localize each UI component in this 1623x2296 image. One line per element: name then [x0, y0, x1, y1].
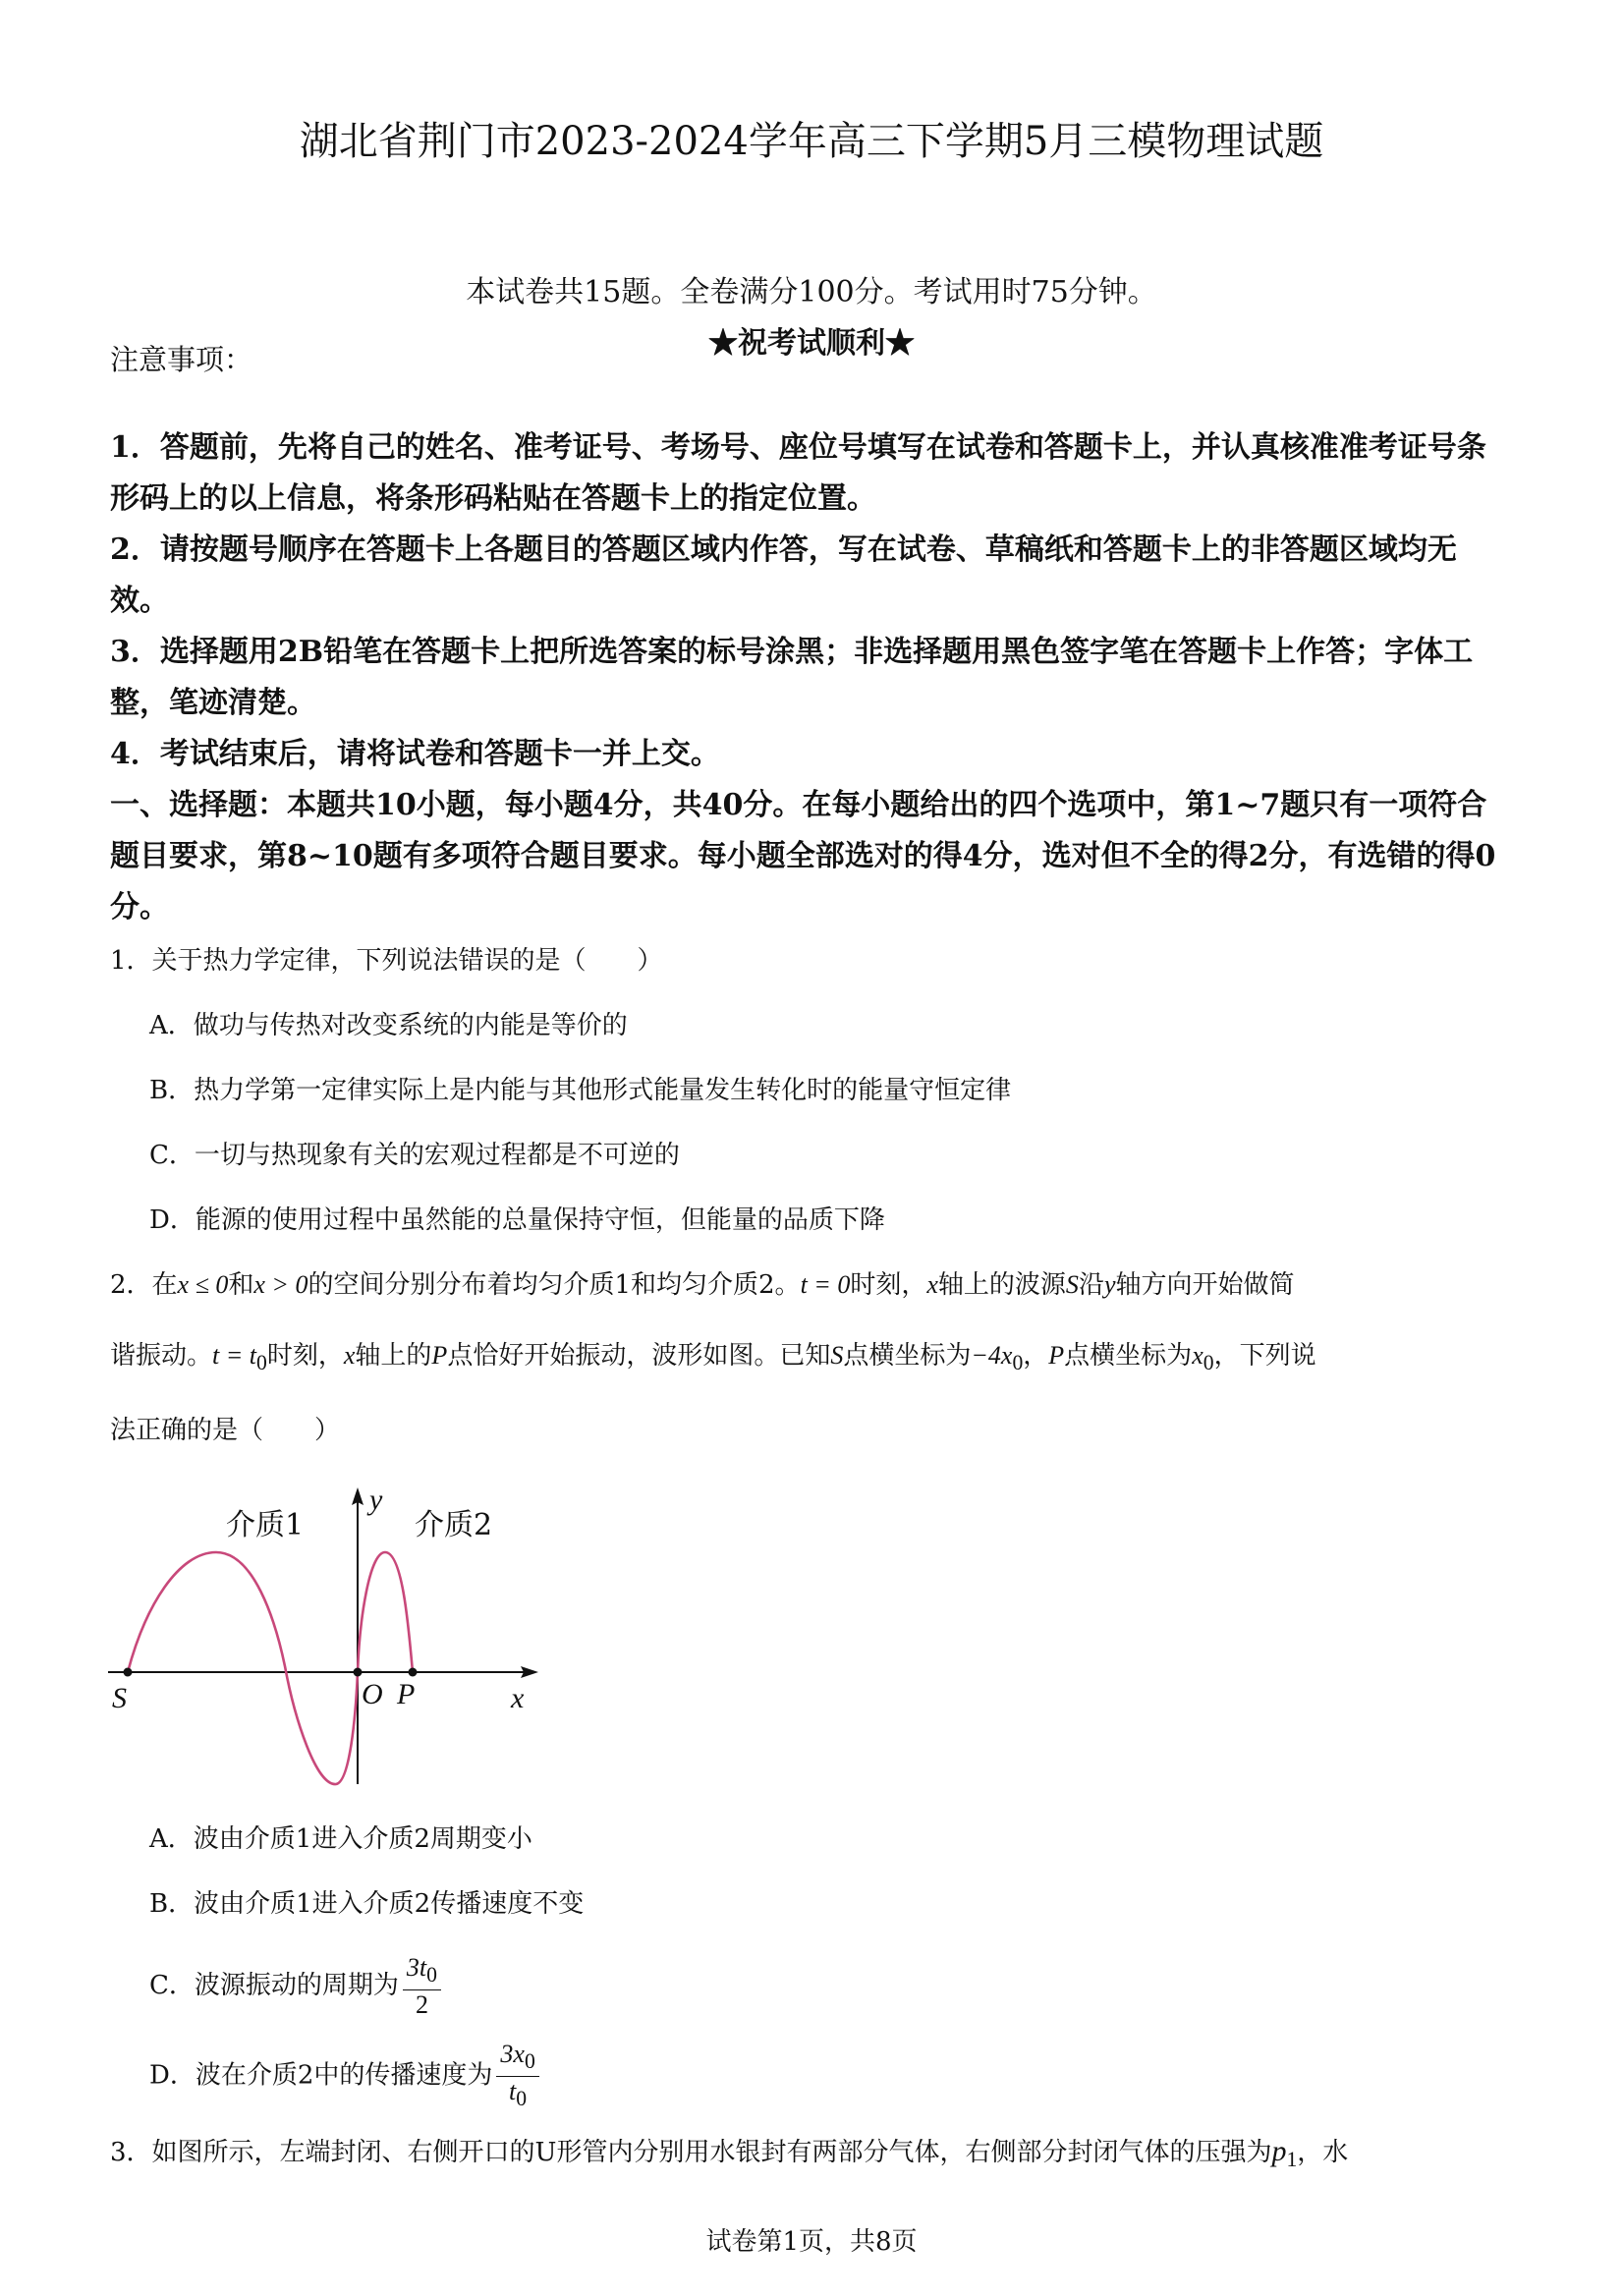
fraction-3x0-over-t0: $\frac{3x_0}{t_0}$: [496, 2040, 538, 2113]
point-o-dot: [354, 1668, 363, 1677]
q1-option-d: D．能源的使用过程中虽然能的总量保持守恒，但能量的品质下降: [149, 1205, 885, 1235]
wave-medium-2: [358, 1552, 413, 1672]
q2-stem-line-2: 谐振动。$t = t_0$时刻，x轴上的P点恰好开始振动，波形如图。已知S点横坐标为$-4x_0$，P点横坐标为$x_0$，下列说: [110, 1341, 1316, 1375]
q2-option-b: B．波由介质1进入介质2传播速度不变: [149, 1889, 585, 1919]
point-o-label: O: [362, 1678, 383, 1710]
q2-option-a: A．波由介质1进入介质2周期变小: [149, 1824, 532, 1854]
q1-stem: 1．关于热力学定律，下列说法错误的是（ ）: [110, 946, 663, 976]
point-p-label: P: [397, 1678, 416, 1710]
medium-2-label: 介质2: [415, 1508, 493, 1542]
notice-label: 注意事项：: [110, 343, 253, 376]
page-title: 湖北省荆门市2023-2024学年高三下学期5月三模物理试题: [299, 119, 1324, 164]
notice-4: 4．考试结束后，请将试卷和答题卡一并上交。: [110, 737, 720, 771]
q1-option-b: B．热力学第一定律实际上是内能与其他形式能量发生转化时的能量守恒定律: [149, 1076, 1012, 1105]
point-s-dot: [124, 1668, 133, 1677]
notice-1: 1．答题前，先将自己的姓名、准考证号、考场号、座位号填写在试卷和答题卡上，并认真核准准考证号条形码上的以上信息，将条形码粘贴在答题卡上的指定位置。: [110, 430, 1486, 516]
q1-option-a: A．做功与传热对改变系统的内能是等价的: [149, 1011, 628, 1040]
fraction-3t0-over-2: $\frac{3t_0}{2}$: [403, 1953, 441, 2020]
q2-option-c: C．波源振动的周期为 $\frac{3t_0}{2}$: [149, 1953, 441, 2020]
q2-stem-line-1: 2．在x ≤ 0和x > 0的空间分别分布着均匀介质1和均匀介质2。t = 0时刻，x轴上的波源S沿y轴方向开始做简: [110, 1270, 1295, 1300]
x-axis-label: x: [511, 1682, 525, 1714]
page-footer: 试卷第1页，共8页: [705, 2227, 918, 2257]
exam-info: 本试卷共15题。全卷满分100分。考试用时75分钟。: [466, 275, 1157, 309]
q2-option-d: D．波在介质2中的传播速度为 $\frac{3x_0}{t_0}$: [149, 2040, 539, 2113]
q2-wave-figure: [98, 1472, 550, 1802]
point-p-dot: [409, 1668, 418, 1677]
medium-1-label: 介质1: [226, 1508, 305, 1542]
q2-stem-line-3: 法正确的是（ ）: [110, 1416, 341, 1445]
notice-2: 2．请按题号顺序在答题卡上各题目的答题区域内作答，写在试卷、草稿纸和答题卡上的非答题区域均无效。: [110, 532, 1457, 618]
wish-line: ★祝考试顺利★: [708, 326, 915, 361]
q3-stem: 3．如图所示，左端封闭、右侧开口的U形管内分别用水银封有两部分气体，右侧部分封闭气体的压强为$p_1$，水: [110, 2135, 1349, 2172]
notice-3: 3．选择题用2B铅笔在答题卡上把所选答案的标号涂黑；非选择题用黑色签字笔在答题卡上作答；字体工整，笔迹清楚。: [110, 635, 1474, 720]
section-1-heading: 一、选择题：本题共10小题，每小题4分，共40分。在每小题给出的四个选项中，第1~7题只有一项符合题目要求，第8~10题有多项符合题目要求。每小题全部选对的得4分，选对但不全的得2分，有选错的得0分。: [110, 788, 1496, 924]
q1-option-c: C．一切与热现象有关的宏观过程都是不可逆的: [149, 1141, 680, 1170]
y-axis-label: y: [369, 1484, 383, 1516]
point-s-label: S: [112, 1682, 127, 1714]
wave-medium-1: [128, 1552, 358, 1784]
